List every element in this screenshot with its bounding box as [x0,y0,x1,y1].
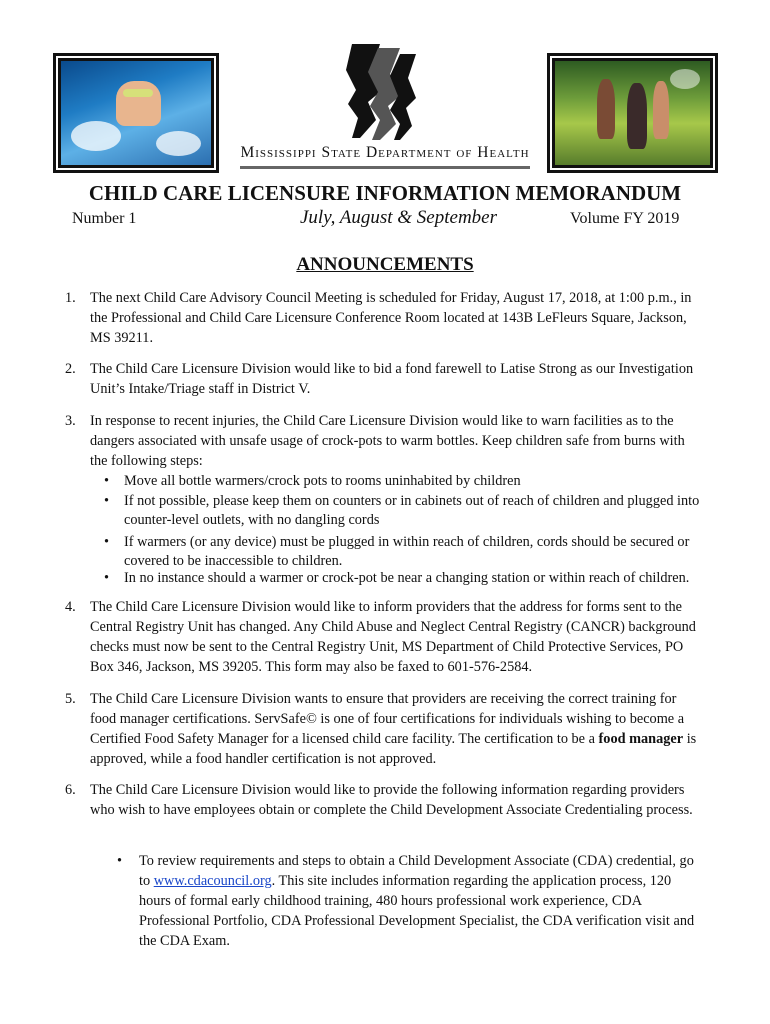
cdacouncil-link[interactable]: www.cdacouncil.org [153,873,272,889]
water-splash [156,131,201,156]
issue-dates: July, August & September [300,207,498,228]
profiles-logo-mark [240,40,530,145]
issue-volume: Volume FY 2019 [570,210,680,227]
agency-name: Mississippi State Department of Health [240,144,530,161]
announcement-item [65,411,702,471]
child-figure [627,83,647,149]
item-number: 2. [65,361,76,377]
item-text: The next Child Care Advisory Council Meeting is scheduled for Friday, August 17, 2018, at 1:00 p.m., in the Professional and Child Care Licensure Conference Room located at 143B LeFleurs Square, Jackson, MS 39211. [90,290,692,346]
msdh-logo [240,40,530,170]
bullet-text: To review requirements and steps to obtain a Child Development Associate (CDA) credential, go to [139,853,694,889]
item-text-bold: food manager [598,731,684,747]
item-text: The Child Care Licensure Division would like to bid a fond farewell to Latise Strong as our Investigation Unit’s Intake/Triage staff in District V. [90,361,694,397]
announcement-item [65,288,702,348]
goggles [123,89,153,97]
item-number: 5. [65,691,76,707]
item-text: is approved, while a food handler certification is not approved. [90,731,697,767]
item-number: 1. [65,290,76,306]
item-number: 4. [65,599,76,615]
logo-rule [240,166,530,169]
list-item: • Move all bottle warmers/crock pots to rooms uninhabited by children [124,472,704,491]
child-figure [597,79,615,139]
list-item [139,851,699,951]
item-number: 6. [65,782,76,798]
item-text: The Child Care Licensure Division would like to inform providers that the address for forms sent to the Central Registry Unit has changed. Any Child Abuse and Neglect Central Registry (CANCR) background checks must now be sent to the Central Registry Unit, MS Department of Child Protective Services, PO Box 346, Jackson, MS 39205. This form may also be faxed to 601-576-2584. [90,599,696,675]
item-text: The Child Care Licensure Division would like to provide the following information regarding providers who wish to have employees obtain or complete the Child Development Associate Credentialing process. [90,782,693,818]
section-title: ANNOUNCEMENTS [296,254,474,275]
swimming-child-photo [58,58,214,168]
bullet-text: . This site includes information regarding the application process, 120 hours of formal early childhood training, 480 hours professional work experience, CDA Professional Portfolio, CDA Professional Development Specialist, the CDA verification visit and the CDA Exam. [139,873,695,949]
memo-title: CHILD CARE LICENSURE INFORMATION MEMORANDUM [88,181,682,205]
list-item: • In no instance should a warmer or crock-pot be near a changing station or within reach of children. [124,569,704,588]
item-number: 3. [65,413,76,429]
announcement-item [65,689,702,769]
water-splash [71,121,121,151]
item-text: In response to recent injuries, the Child Care Licensure Division would like to warn facilities as to the dangers associated with unsafe usage of crock-pots to warm bottles. Keep children safe from burns with the following steps: [90,413,685,469]
child-figure [116,81,161,126]
item-text: The Child Care Licensure Division wants to ensure that providers are receiving the correct training for food manager certifications. ServSafe© is one of four certifications for individuals wishing to become a Certified Food Safety Manager for a licensed child care facility. The certification to be a [90,691,685,747]
sprinkler-children-photo [552,58,713,168]
issue-number: Number 1 [72,210,137,227]
announcement-item [65,597,702,677]
announcement-item [65,780,702,820]
list-item: • If warmers (or any device) must be plugged in within reach of children, cords should be secured or covered to be inaccessible to children. [124,533,704,571]
announcement-item [65,359,702,399]
water-spray [670,69,700,89]
child-figure [653,81,669,139]
list-item: • If not possible, please keep them on counters or in cabinets out of reach of children and plugged into counter-level outlets, with no dangling cords [124,492,704,530]
